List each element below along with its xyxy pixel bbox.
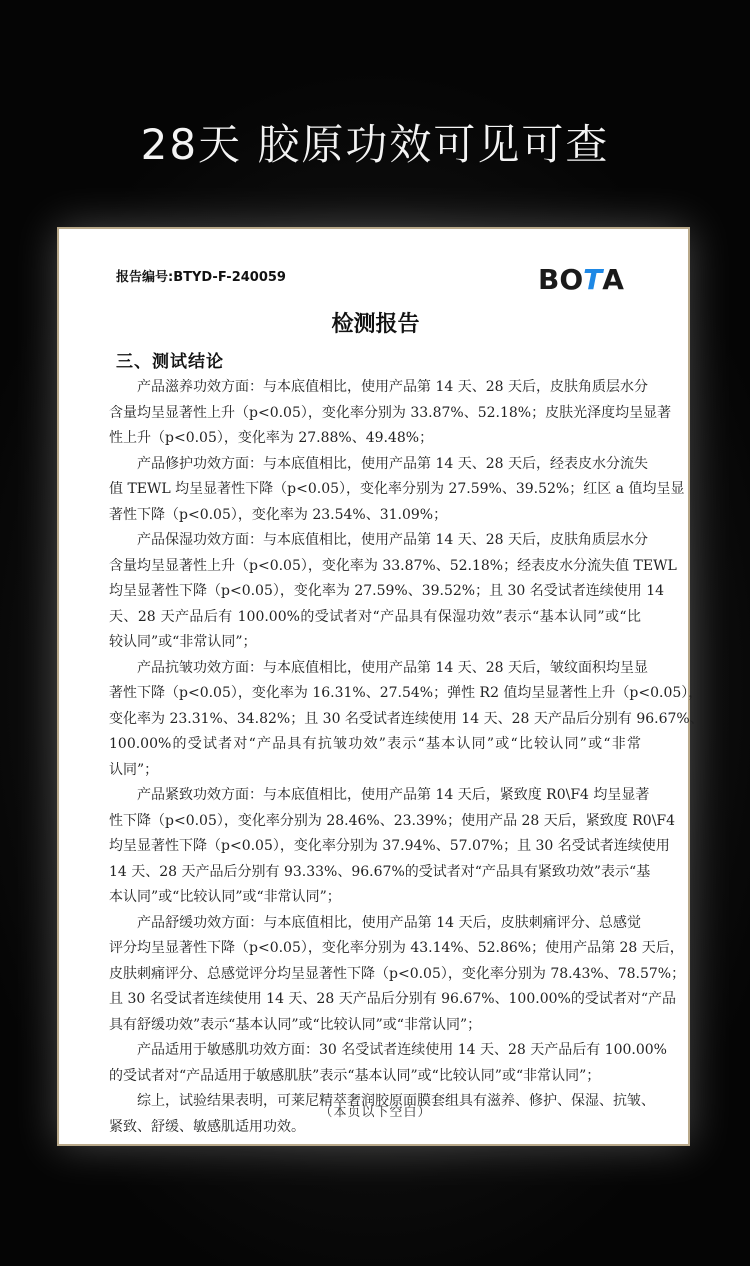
section-heading: 三、测试结论 (116, 352, 224, 372)
paragraph-line: 紧致、舒缓、敏感肌适用功效。 (109, 1118, 305, 1135)
paragraph-line: 值 TEWL 均呈显著性下降（p<0.05），变化率分别为 27.59%、39.52%；红区 a 值均呈显 (109, 481, 685, 497)
paragraph-line: 产品保湿功效方面：与本底值相比，使用产品第 14 天、28 天后，皮肤角质层水分 (137, 532, 648, 548)
paragraph-line: 含量均呈显著性上升（p<0.05），变化率为 33.87%、52.18%；经表皮水分流失值 TEWL (109, 557, 677, 574)
paragraph-line: 且 30 名受试者连续使用 14 天、28 天产品后分别有 96.67%、100.00%的受试者对“产品 (109, 991, 676, 1007)
blank-page-note: （本页以下空白） (319, 1105, 432, 1120)
paragraph-line: 天、28 天产品后有 100.00%的受试者对“产品具有保湿功效”表示“基本认同”或“比 (109, 608, 641, 625)
paragraph-line: 本认同”或“比较认同”或“非常认同”； (109, 889, 341, 905)
paragraph-line: 均呈显著性下降（p<0.05），变化率为 27.59%、39.52%；且 30 名受试者连续使用 14 (109, 583, 665, 599)
conclusion-paragraph (109, 783, 676, 911)
paragraph-line: 皮肤刺痛评分、总感觉评分均呈显著性下降（p<0.05），变化率分别为 78.43%、78.57%； (109, 965, 686, 982)
conclusion-body (109, 375, 704, 1140)
paragraph-line: 综上，试验结果表明，可莱尼精萃奢润胶原面膜套组具有滋养、修护、保湿、抗皱、 (137, 1093, 655, 1109)
paragraph-line: 认同”； (109, 761, 159, 778)
paragraph-line: 性下降（p<0.05），变化率分别为 28.46%、23.39%；使用产品 28 天后，紧致度 R0\F4 (109, 812, 676, 829)
paragraph-line: 著性下降（p<0.05），变化率为 23.54%、31.09%； (109, 506, 448, 523)
paragraph-line: 著性下降（p<0.05），变化率为 16.31%、27.54%；弹性 R2 值均呈显著性上升（p<0.05）， (109, 685, 703, 701)
test-report-document (57, 227, 704, 1146)
paragraph-line: 100.00%的受试者对“产品具有抗皱功效”表示“基本认同”或“比较认同”或“非常 (109, 736, 641, 752)
paragraph-line: 产品适用于敏感肌功效方面：30 名受试者连续使用 14 天、28 天产品后有 100.00% (137, 1042, 667, 1058)
paragraph-line: 产品舒缓功效方面：与本底值相比，使用产品第 14 天后，皮肤刺痛评分、总感觉 (137, 914, 641, 931)
paragraph-line: 14 天、28 天产品后分别有 93.33%、96.67%的受试者对“产品具有紧致功效”表示“基 (109, 863, 651, 880)
paragraph-line: 的受试者对“产品适用于敏感肌肤”表示“基本认同”或“比较认同”或“非常认同”； (109, 1067, 601, 1084)
conclusion-paragraph (109, 1038, 667, 1089)
paragraph-line: 含量均呈显著性上升（p<0.05），变化率分别为 33.87%、52.18%；皮肤光泽度均呈显著 (109, 404, 672, 421)
paragraph-line: 具有舒缓功效”表示“基本认同”或“比较认同”或“非常认同”； (109, 1016, 482, 1033)
bota-logo (538, 263, 624, 296)
conclusion-paragraph (109, 375, 672, 452)
document-title: 检测报告 (331, 312, 420, 337)
paragraph-line: 产品滋养功效方面：与本底值相比，使用产品第 14 天、28 天后，皮肤角质层水分 (137, 379, 648, 395)
paragraph-line: 产品抗皱功效方面：与本底值相比，使用产品第 14 天、28 天后，皱纹面积均呈显 (137, 659, 648, 676)
paragraph-line: 较认同”或“非常认同”； (109, 634, 257, 650)
paragraph-line: 性上升（p<0.05），变化率为 27.88%、49.48%； (109, 430, 434, 446)
conclusion-paragraph (109, 452, 685, 529)
logo-text-accent: T (583, 263, 603, 296)
report-number: 报告编号:BTYD-F-240059 (116, 270, 286, 285)
page-headline: 28天 胶原功效可见可查 (140, 120, 610, 169)
conclusion-paragraph (109, 911, 686, 1039)
paragraph-line: 评分均呈显著性下降（p<0.05），变化率分别为 43.14%、52.86%；使用产品第 28 天后， (109, 940, 684, 956)
paragraph-line: 变化率为 23.31%、34.82%；且 30 名受试者连续使用 14 天、28 天产品后分别有 96.67%、 (109, 710, 704, 727)
paragraph-line: 产品紧致功效方面：与本底值相比，使用产品第 14 天后，紧致度 R0\F4 均呈显著 (137, 787, 650, 803)
logo-text-start: BO (538, 263, 584, 296)
paragraph-line: 产品修护功效方面：与本底值相比，使用产品第 14 天、28 天后，经表皮水分流失 (137, 455, 648, 472)
conclusion-paragraph (109, 528, 677, 656)
paragraph-line: 均呈显著性下降（p<0.05），变化率分别为 37.94%、57.07%；且 30 名受试者连续使用 (109, 838, 670, 854)
conclusion-paragraph (109, 656, 704, 784)
logo-text-end: A (602, 263, 624, 296)
